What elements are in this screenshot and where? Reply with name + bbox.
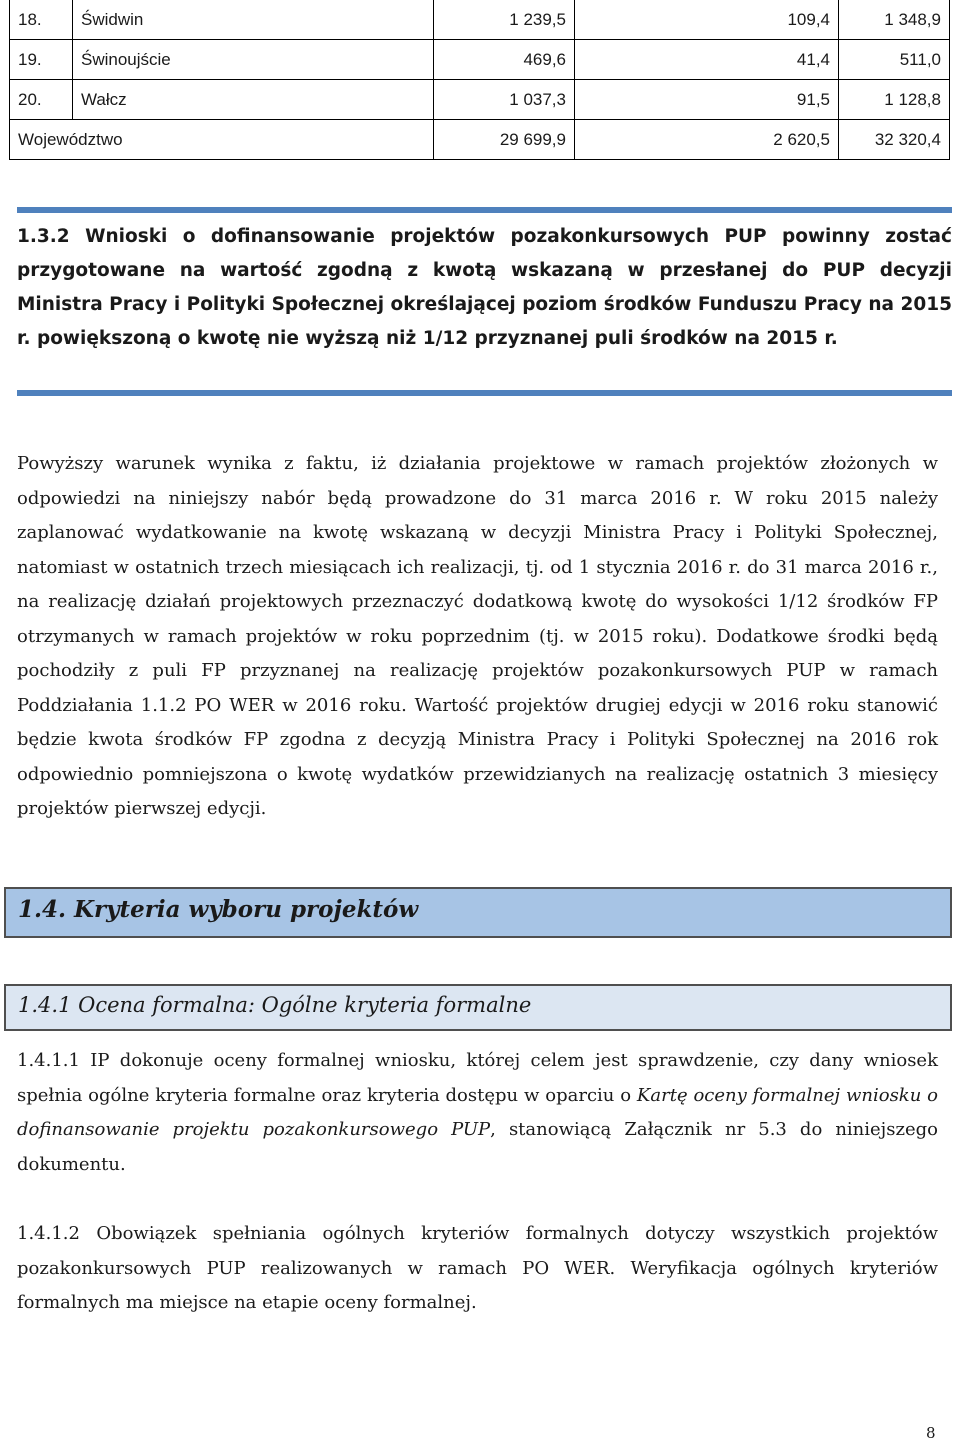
row-number: 18.: [10, 0, 73, 40]
page-number: 8: [926, 1424, 936, 1442]
row-value-2: 41,4: [575, 40, 839, 80]
paragraph-2-text-a: 1.4.1.1 IP dokonuje oceny formalnej wniosku, której celem jest sprawdzenie, czy dany wniosek spełnia ogólne kryteria formalne oraz kryteria dostępu w oparciu o: [17, 1050, 938, 1106]
row-value-2: 91,5: [575, 80, 839, 120]
row-value-1: 469,6: [434, 40, 575, 80]
top-rule: [17, 207, 952, 213]
total-value-1: 29 699,9: [434, 120, 575, 160]
row-value-2: 109,4: [575, 0, 839, 40]
highlight-paragraph: 1.3.2 Wnioski o dofinansowanie projektów pozakonkursowych PUP powinny zostać przygotowane na wartość zgodną z kwotą wskazaną w przesłanej do PUP decyzji Ministra Pracy i Polityki Społecznej określającej poziom środków Funduszu Pracy na 2015 r. powiększoną o kwotę nie wyższą niż 1/12 przyznanej puli środków na 2015 r.: [17, 226, 952, 349]
subsection-heading: 1.4.1 Ocena formalna: Ogólne kryteria formalne: [18, 993, 532, 1017]
row-name: Świdwin: [73, 0, 434, 40]
table-row: [10, 40, 950, 80]
total-value-2: 2 620,5: [575, 120, 839, 160]
total-value-3: 32 320,4: [839, 120, 950, 160]
row-name: Świnoujście: [73, 40, 434, 80]
row-name: Wałcz: [73, 80, 434, 120]
row-value-1: 1 239,5: [434, 0, 575, 40]
row-number: 20.: [10, 80, 73, 120]
table-total-row: [10, 120, 950, 160]
paragraph-2-text-b: , stanowiącą Załącznik nr 5.3 do niniejszego dokumentu.: [17, 1119, 938, 1175]
row-value-3: 511,0: [839, 40, 950, 80]
row-number: 19.: [10, 40, 73, 80]
table-row: [10, 80, 950, 120]
subsection-heading-box: [4, 984, 952, 1031]
body-paragraph-2: [17, 1044, 938, 1182]
data-table: [9, 0, 950, 160]
section-heading: 1.4. Kryteria wyboru projektów: [18, 896, 419, 923]
bottom-rule: [17, 390, 952, 396]
body-paragraph-3: 1.4.1.2 Obowiązek spełniania ogólnych kryteriów formalnych dotyczy wszystkich projektów pozakonkursowych PUP realizowanych w ramach PO WER. Weryfikacja ogólnych kryteriów formalnych ma miejsce na etapie oceny formalnej.: [17, 1223, 938, 1313]
row-value-3: 1 128,8: [839, 80, 950, 120]
paragraph-2-italic-title: Kartę oceny formalnej wniosku o dofinansowanie projektu pozakonkursowego PUP: [17, 1084, 938, 1140]
total-label: Województwo: [10, 120, 434, 160]
table-row: [10, 0, 950, 40]
row-value-3: 1 348,9: [839, 0, 950, 40]
section-heading-box: [4, 887, 952, 938]
row-value-1: 1 037,3: [434, 80, 575, 120]
body-paragraph-1: Powyższy warunek wynika z faktu, iż działania projektowe w ramach projektów złożonych w odpowiedzi na niniejszy nabór będą prowadzone do 31 marca 2016 r. W roku 2015 należy zaplanować wydatkowanie na kwotę wskazaną w decyzji Ministra Pracy i Polityki Społecznej, natomiast w ostatnich trzech miesiącach ich realizacji, tj. od 1 stycznia 2016 r. do 31 marca 2016 r., na realizację działań projektowych przeznaczyć dodatkową kwotę do wysokości 1/12 środków FP otrzymanych w ramach projektów w roku poprzednim (tj. w 2015 roku). Dodatkowe środki będą pochodziły z puli FP przyznanej na realizację projektów pozakonkursowych PUP w ramach Poddziałania 1.1.2 PO WER w 2016 roku. Wartość projektów drugiej edycji w 2016 roku stanowić będzie kwota środków FP zgodna z decyzją Ministra Pracy i Polityki Społecznej na 2016 rok odpowiednio pomniejszona o kwotę wydatków przewidzianych na realizację ostatnich 3 miesięcy projektów pierwszej edycji.: [17, 453, 938, 819]
